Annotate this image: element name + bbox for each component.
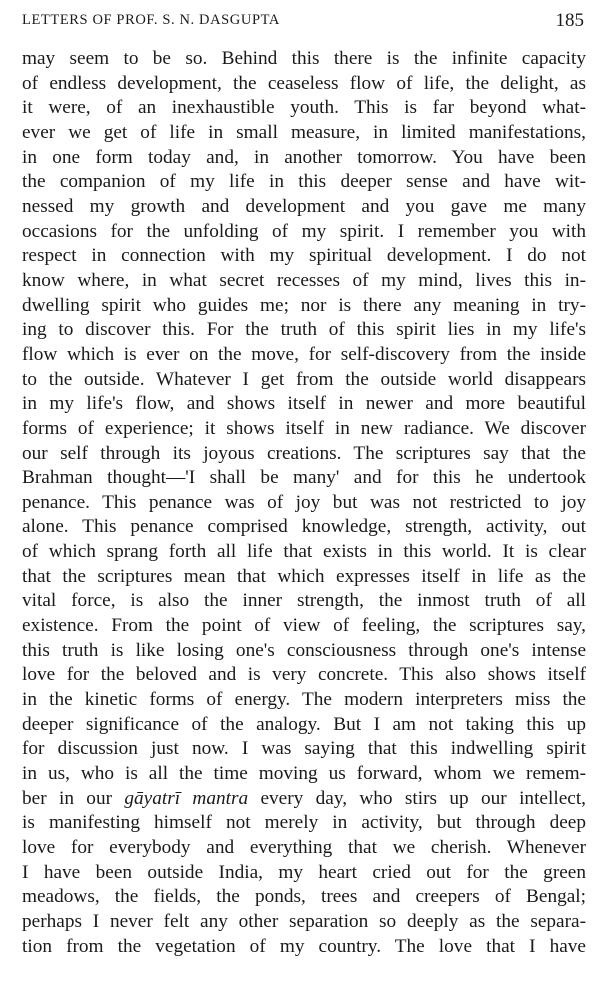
text-line: in the kinetic forms of energy. The modern interpreters miss the [22,689,586,711]
text-line: in my life's flow, and shows itself in newer and more beautiful [22,393,586,415]
text-line: tion from the vegetation of my country. The love that I have [22,935,586,957]
text-line: alone. This penance comprised knowledge, strength, activity, out [22,516,586,538]
text-line: love for the beloved and is very concrete. This also shows itself [22,664,586,686]
text-line: love for everybody and everything that we cherish. Whenever [22,837,586,858]
text-line: dwelling spirit who guides me; nor is there any meaning in try- [22,294,586,316]
text-line: to the outside. Whatever I get from the outside world disappears [22,368,586,390]
text-line: know where, in what secret recesses of my mind, lives this in- [22,269,586,291]
text-line: ing to discover this. For the truth of this spirit lies in my life's [22,319,586,341]
text-line: existence. From the point of view of feeling, the scriptures say, [22,615,586,637]
body-text [22,47,586,959]
running-head [22,8,584,36]
text-line: that the scriptures mean that which expresses itself in life as the [22,565,586,587]
text-line: nessed my growth and development and you gave me many [22,195,586,217]
text-line: in us, who is all the time moving us forward, whom we remem- [22,763,586,785]
text-line: ever we get of life in small measure, in limited manifestations, [22,121,586,143]
running-title: LETTERS OF PROF. S. N. DASGUPTA [22,12,280,28]
text-line: Brahman thought—'I shall be many' and for this he undertook [22,467,586,489]
text-line: flow which is ever on the move, for self-discovery from the inside [22,343,586,365]
text-line: I have been outside India, my heart cried out for the green [22,861,586,883]
text-line: occasions for the unfolding of my spirit. I remember you with [22,220,586,242]
text-line: penance. This penance was of joy but was not restricted to joy [22,491,586,513]
text-line: our self through its joyous creations. The scriptures say that the [22,442,586,464]
page-number: 185 [555,10,584,31]
text-line: for discussion just now. I was saying that this indwelling spirit [22,738,586,760]
text-line: may seem to be so. Behind this there is the infinite capacity [22,48,586,69]
text-line: perhaps I never felt any other separation so deeply as the separa- [22,910,586,932]
text-line: this truth is like losing one's consciousness through one's intense [22,639,586,661]
text-line: of endless development, the ceaseless flow of life, the delight, as [22,72,586,94]
text-line: respect in connection with my spiritual development. I do not [22,245,586,267]
text-line: the companion of my life in this deeper sense and have wit- [22,171,586,193]
text-line: meadows, the fields, the ponds, trees and creepers of Bengal; [22,886,586,908]
text-line: it were, of an inexhaustible youth. This is far beyond what- [22,97,586,119]
text-line: forms of experience; it shows itself in new radiance. We discover [22,417,586,439]
text-line: ber in our gāyatrī mantra every day, who stirs up our intellect, [22,787,586,809]
text-line: is manifesting himself not merely in activity, but through deep [22,812,586,834]
italic-term: gāyatrī mantra [124,787,249,809]
text-line: vital force, is also the inner strength, the inmost truth of all [22,590,586,612]
text-line: of which sprang forth all life that exists in this world. It is clear [22,541,586,563]
text-line: deeper significance of the analogy. But I am not taking this up [22,713,586,735]
text-line: in one form today and, in another tomorrow. You have been [22,146,586,168]
